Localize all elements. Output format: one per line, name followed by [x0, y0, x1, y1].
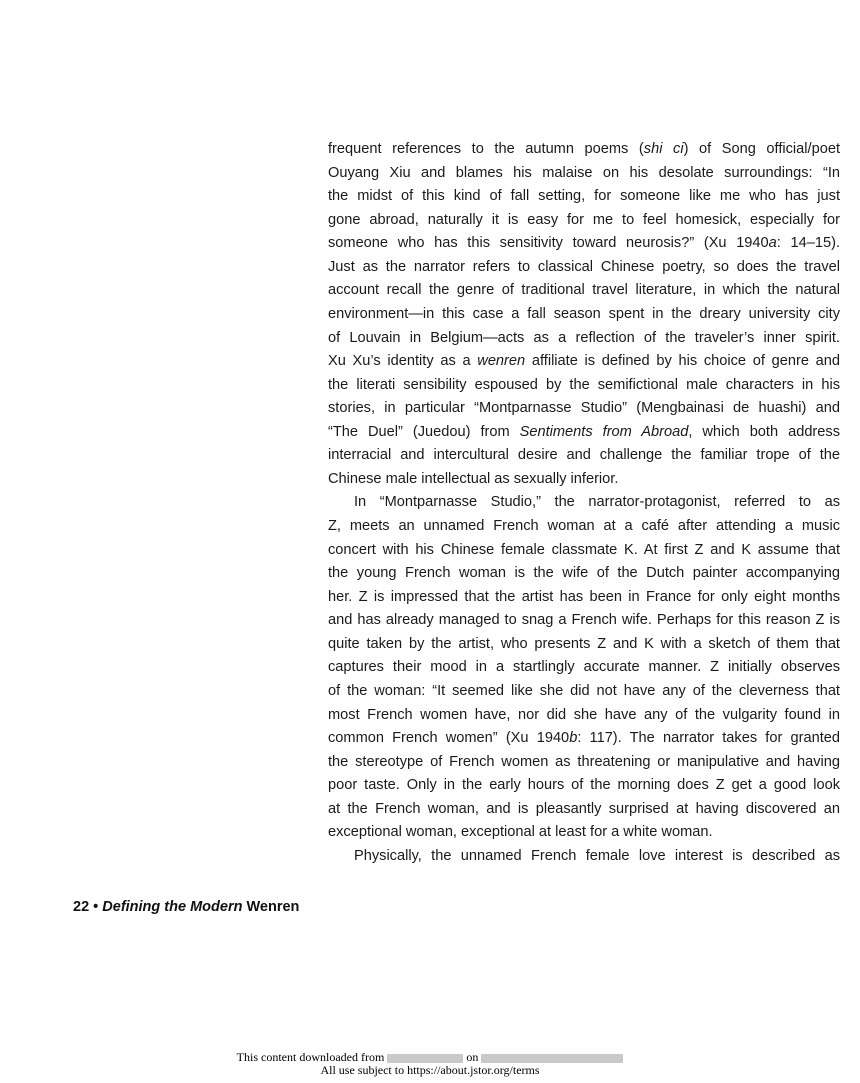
text-line: captures their mood in a startlingly accurate manner. Z initially observes: [328, 659, 840, 676]
text-line: and has already managed to snag a French wife. Perhaps for this reason Z is: [328, 612, 840, 629]
bullet: •: [89, 899, 103, 915]
text-line: of Louvain in Belgium—acts as a reflection of the traveler’s inner spirit.: [328, 329, 840, 346]
text-line: frequent references to the autumn poems (shi ci) of Song official/poet: [328, 141, 840, 157]
text-line: quite taken by the artist, who presents Z and K with a sketch of them that: [328, 635, 840, 652]
text-line: her. Z is impressed that the artist has been in France for only eight months: [328, 588, 840, 605]
text-line: In “Montparnasse Studio,” the narrator-protagonist, referred to as: [354, 494, 840, 511]
download-line-1: This content downloaded from on: [0, 1051, 860, 1064]
text-line: exceptional woman, exceptional at least for a white woman.: [328, 824, 713, 841]
text-line: the midst of this kind of fall setting, for someone like me who has just: [328, 188, 840, 205]
text-line: the literati sensibility espoused by the semifictional male characters in his: [328, 376, 840, 393]
redacted-date: [481, 1054, 623, 1063]
text-line: Ouyang Xiu and blames his malaise on his desolate surroundings: “In: [328, 164, 840, 181]
terms-line: All use subject to https://about.jstor.org/terms: [320, 1063, 540, 1077]
text-line: common French women” (Xu 1940b: 117). The narrator takes for granted: [328, 730, 841, 747]
text-line: gone abroad, naturally it is easy for me to feel homesick, especially for: [328, 211, 840, 228]
text-line: at the French woman, and is pleasantly surprised at having discovered an: [328, 800, 840, 817]
text-line: “The Duel” (Juedou) from Sentiments from Abroad, which both address: [328, 423, 841, 440]
text-line: interracial and intercultural desire and challenge the familiar trope of the: [328, 447, 840, 464]
text-line: account recall the genre of traditional travel literature, in which the natural: [328, 282, 840, 299]
running-footer: [73, 899, 299, 915]
text-line: environment—in this case a fall season spent in the dreary university city: [328, 305, 840, 322]
text-line: Z, meets an unnamed French woman at a café after attending a music: [328, 518, 840, 534]
page-number: 22: [73, 899, 90, 915]
text-line: Physically, the unnamed French female love interest is described as: [354, 847, 840, 864]
text-line: concert with his Chinese female classmate K. At first Z and K assume that: [328, 541, 840, 558]
text-line: Xu Xu’s identity as a wenren affiliate is defined by his choice of genre and: [328, 353, 840, 370]
book-title-italic: Defining the Modern: [102, 899, 243, 915]
text-line: most French women have, nor did she have any of the vulgarity found in: [328, 706, 840, 723]
text-line: stories, in particular “Montparnasse Studio” (Mengbainasi de huashi) and: [328, 400, 840, 417]
text-line: of the woman: “It seemed like she did not have any of the cleverness that: [328, 682, 840, 699]
text-line: the stereotype of French women as threatening or manipulative and having: [328, 753, 840, 770]
book-title-roman: Wenren: [242, 899, 300, 915]
text-line: someone who has this sensitivity toward neurosis?” (Xu 1940a: 14–15).: [328, 235, 841, 252]
text-line: the young French woman is the wife of the Dutch painter accompanying: [328, 565, 840, 582]
text-line: Just as the narrator refers to classical Chinese poetry, so does the travel: [328, 258, 840, 275]
text-line: Chinese male intellectual as sexually inferior.: [328, 470, 619, 487]
download-notice: [0, 1051, 860, 1077]
redacted-ip: [387, 1054, 463, 1063]
text-line: poor taste. Only in the early hours of the morning does Z get a good look: [328, 777, 840, 794]
body-text: [328, 138, 840, 868]
